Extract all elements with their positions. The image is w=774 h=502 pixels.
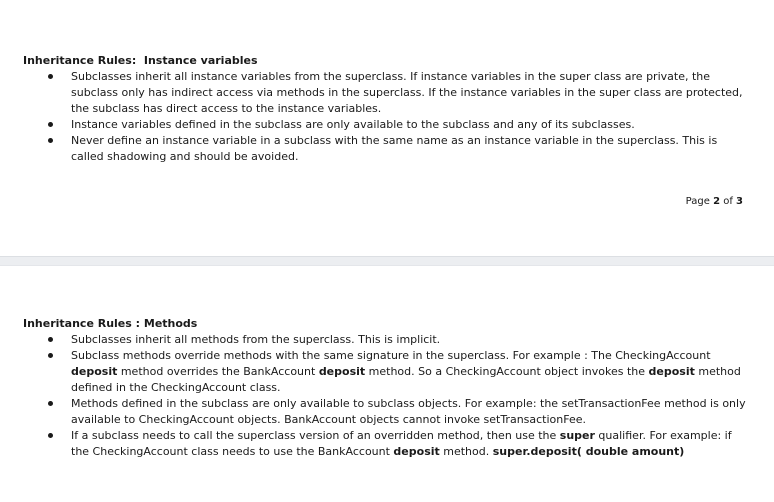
bullet-dot-icon <box>48 337 53 342</box>
bullet-text-bold: deposit <box>71 365 118 378</box>
page-separator <box>0 256 774 266</box>
instance-variables-section <box>23 53 753 165</box>
bullet-item <box>23 117 753 133</box>
bullet-text: Subclasses inherit all instance variables from the superclass. If instance variables in the super class are private, the subclass only has indirect access via methods in the superclass. If the instance variables in the super class are protected, the subclass has direct access to the instance variables. <box>71 70 743 115</box>
page-number-current: 2 <box>713 196 721 207</box>
bullet-dot-icon <box>48 122 53 127</box>
bullet-item <box>23 428 753 460</box>
bullet-text: Instance variables defined in the subclass are only available to the subclass and any of its subclasses. <box>71 118 635 131</box>
bullet-dot-icon <box>48 401 53 406</box>
document-page-3 <box>0 266 774 502</box>
bullet-item <box>23 348 753 396</box>
page-number-of: of <box>720 196 737 207</box>
page-number-total: 3 <box>736 196 743 207</box>
bullet-text: Never define an instance variable in a subclass with the same name as an instance variable in the superclass. This is called shadowing and should be avoided. <box>71 134 718 163</box>
bullet-text: method overrides the BankAccount <box>117 365 319 378</box>
bullet-text-bold: deposit <box>318 365 366 378</box>
bullet-text-bold: super.deposit( double amount) <box>492 445 685 458</box>
methods-section <box>23 316 753 460</box>
bullet-text: method. So a CheckingAccount object invokes the <box>365 365 649 378</box>
bullet-item <box>23 69 753 117</box>
bullet-text-bold: deposit <box>393 445 440 458</box>
bullet-text: Methods defined in the subclass are only available to subclass objects. For example: the setTransactionFee method is only available to CheckingAccount objects. BankAccount objects cannot invoke setTransactionFee. <box>71 397 746 426</box>
bullet-text: method defined in the CheckingAccount class. <box>71 365 741 394</box>
section-heading-instance-variables: Inheritance Rules: Instance variables <box>23 54 258 67</box>
section-heading-methods: Inheritance Rules : Methods <box>23 317 198 330</box>
bullet-text-bold: deposit <box>648 365 695 378</box>
bullet-dot-icon <box>48 433 53 438</box>
bullet-text: Subclasses inherit all methods from the superclass. This is implicit. <box>71 333 441 346</box>
bullet-dot-icon <box>48 353 53 358</box>
bullet-list <box>23 69 753 165</box>
bullet-text: method. <box>439 445 493 458</box>
page-number <box>686 195 743 209</box>
bullet-item <box>23 332 753 348</box>
bullet-text: Subclass methods override methods with the same signature in the superclass. For example : The CheckingAccount <box>71 349 711 362</box>
bullet-text: If a subclass needs to call the superclass version of an overridden method, then use the <box>71 429 560 442</box>
bullet-item <box>23 133 753 165</box>
bullet-list <box>23 332 753 460</box>
bullet-item <box>23 396 753 428</box>
page-number-label: Page <box>685 196 714 207</box>
bullet-text: qualifier. For example: if the CheckingAccount class needs to use the BankAccount <box>71 429 732 458</box>
bullet-dot-icon <box>48 138 53 143</box>
bullet-text-bold: super <box>559 429 595 442</box>
bullet-dot-icon <box>48 74 53 79</box>
